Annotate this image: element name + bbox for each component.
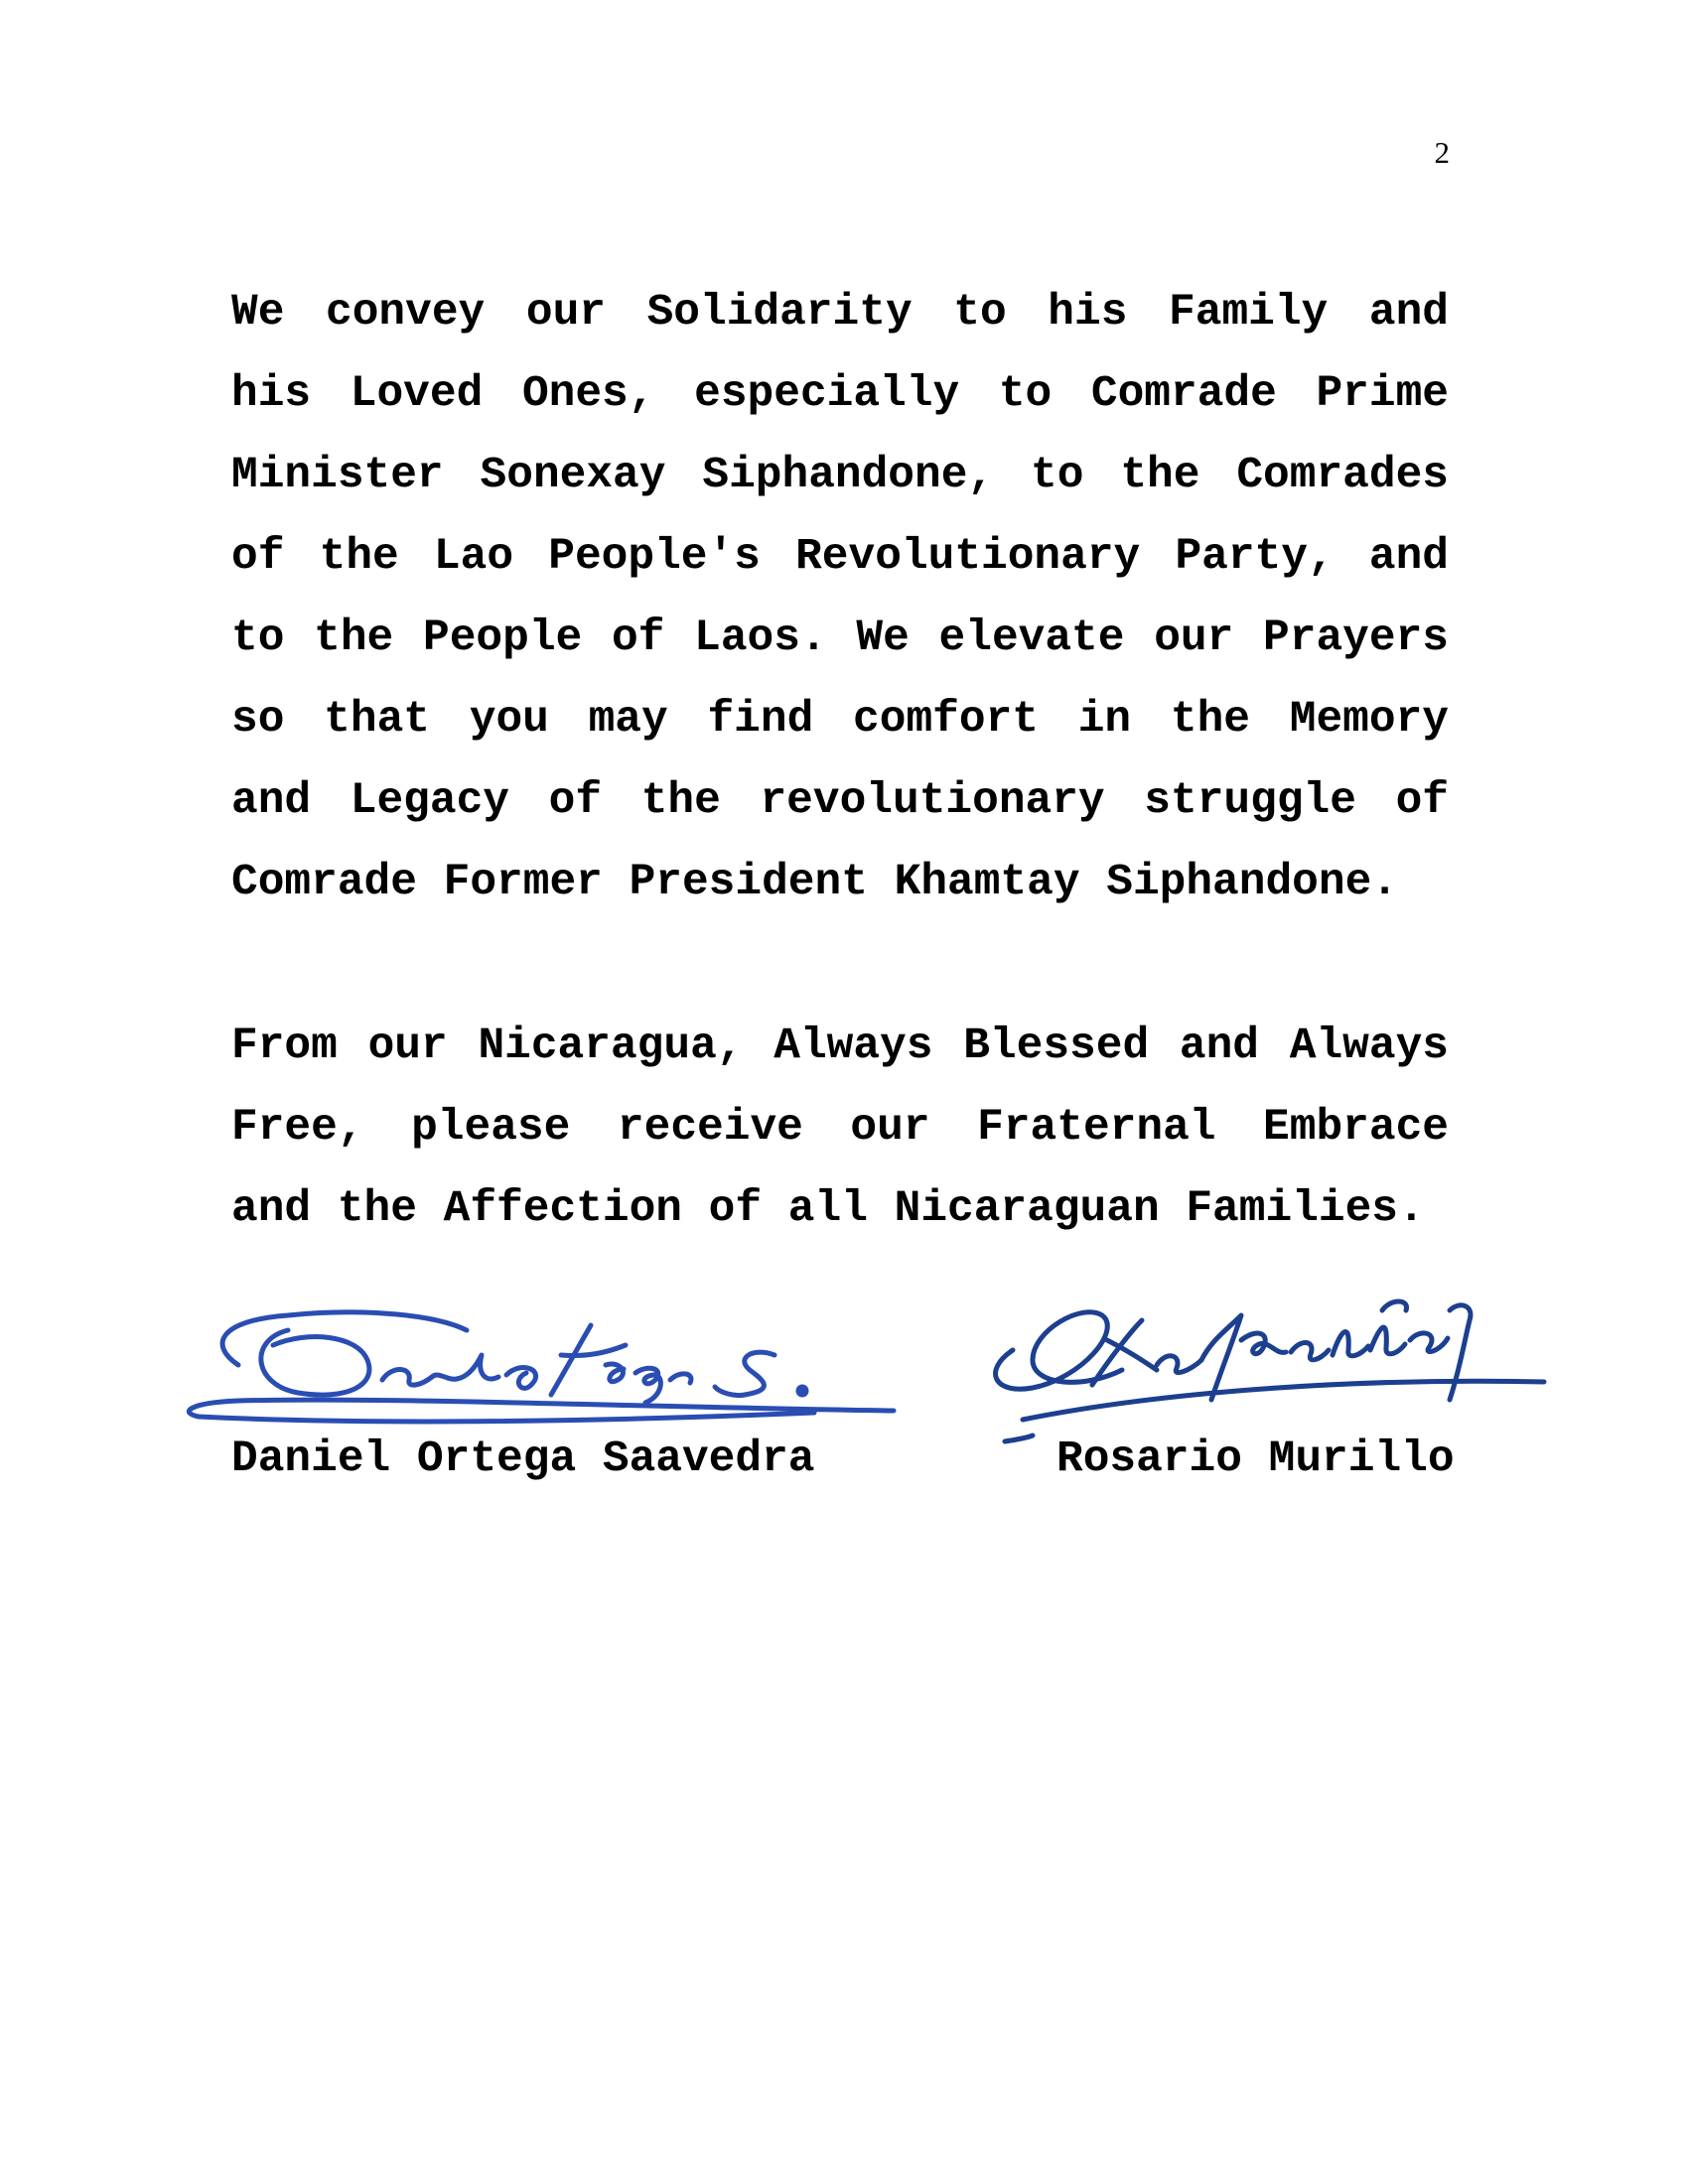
signer-name-ortega: Daniel Ortega Saavedra xyxy=(231,1434,815,1484)
signer-name-murillo: Rosario Murillo xyxy=(1056,1434,1455,1484)
ortega-signature xyxy=(179,1286,904,1434)
page-number: 2 xyxy=(1434,135,1450,170)
letter-paragraph-embrace: From our Nicaragua, Always Blessed and Always Free, please receive our Fraternal Embrace and the Affection of all Nicaraguan Families. xyxy=(231,1022,1449,1234)
letter-paragraph-solidarity: We convey our Solidarity to his Family and his Loved Ones, especially to Comrade Prime Minister Sonexay Siphandone, to the Comrades of the Lao People's Revolutionary Party, and to the People of Laos. We elevate our Prayers so that you may find comfort in the Memory and Legacy of the revolutionary struggle of Comrade Former President Khamtay Siphandone. xyxy=(231,288,1449,907)
